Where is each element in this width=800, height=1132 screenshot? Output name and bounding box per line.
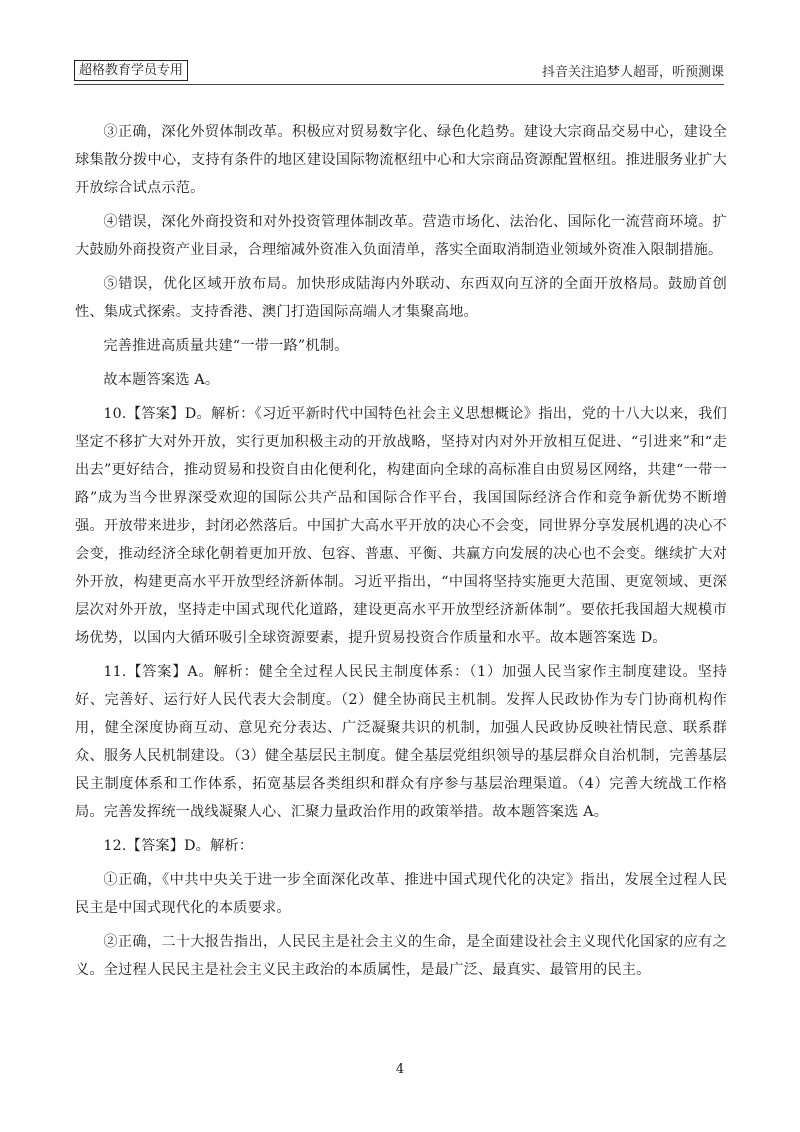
paragraph-question-11: 11.【答案】A。解析：健全全过程人民民主制度体系：（1）加强人民当家作主制度建设。坚持好、完善好、运行好人民代表大会制度。（2）健全协商民主机制。发挥人民政协作为专门协商机构作用，健全深度协商互动、意见充分表达、广泛凝聚共识的机制，加强人民政协反映社情民意、联系群众、服务人民机制建设。（3）健全基层民主制度。健全基层党组织领导的基层群众自治机制，完善基层民主制度体系和工作体系，拓宽基层各类组织和群众有序参与基层治理渠道。（4）完善大统战工作格局。完善发挥统一战线凝聚人心、汇聚力量政治作用的政策举措。故本题答案选 A。 (75, 664, 727, 820)
page-number: 4 (395, 1062, 405, 1077)
paragraph-question-10: 10.【答案】D。解析：《习近平新时代中国特色社会主义思想概论》指出，党的十八大以来，我们坚定不移扩大对外开放，实行更加积极主动的开放战略，坚持对内对外开放相互促进、“引进来”和“走出去”更好结合，推动贸易和投资自由化便利化，构建面向全球的高标准自由贸易区网络，共建“一带一路”成为当今世界深受欢迎的国际公共产品和国际合作平台，我国国际经济合作和竞争新优势不断增强。开放带来进步，封闭必然落后。中国扩大高水平开放的决心不会变，同世界分享发展机遇的决心不会变，推动经济全球化朝着更加开放、包容、普惠、平衡、共赢方向发展的决心也不会变。继续扩大对外开放，构建更高水平开放型经济新体制。习近平指出，“中国将坚持实施更大范围、更宽领域、更深层次对外开放，坚持走中国式现代化道路，建设更高水平开放型经济新体制”。要依托我国超大规模市场优势，以国内大循环吸引全球资源要素，提升贸易投资合作质量和水平。故本题答案选 D。 (75, 406, 727, 646)
member-badge: 超格教育学员专用 (74, 60, 188, 81)
page-header (74, 60, 724, 85)
document-body (75, 118, 727, 990)
paragraph-belt-road: 完善推进高质量共建“一带一路”机制。 (103, 338, 349, 354)
paragraph-q12-option-1: ①正确，《中共中央关于进一步全面深化改革、推进中国式现代化的决定》指出，发展全过程人民民主是中国式现代化的本质要求。 (75, 872, 727, 916)
paragraph-answer-9: 故本题答案选 A。 (103, 372, 220, 388)
paragraph-q12-option-2: ②正确，二十大报告指出，人民民主是社会主义的生命，是全面建设社会主义现代化国家的应有之义。全过程人民民主是社会主义民主政治的本质属性，是最广泛、最真实、最管用的民主。 (75, 934, 727, 978)
paragraph-option-5: ⑤错误，优化区域开放布局。加快形成陆海内外联动、东西双向互济的全面开放格局。鼓励首创性、集成式探索。支持香港、澳门打造国际高端人才集聚高地。 (75, 276, 727, 320)
paragraph-option-4: ④错误，深化外商投资和对外投资管理体制改革。营造市场化、法治化、国际化一流营商环境。扩大鼓励外商投资产业目录，合理缩减外资准入负面清单，落实全面取消制造业领域外资准入限制措施。 (75, 214, 727, 258)
header-promo-text: 抖音关注追梦人超哥，听预测课 (541, 65, 724, 80)
paragraph-option-3: ③正确，深化外贸体制改革。积极应对贸易数字化、绿色化趋势。建设大宗商品交易中心，建设全球集散分拨中心，支持有条件的地区建设国际物流枢纽中心和大宗商品资源配置枢纽。推进服务业扩大开放综合试点示范。 (75, 124, 727, 196)
paragraph-question-12: 12.【答案】D。解析： (103, 838, 254, 854)
